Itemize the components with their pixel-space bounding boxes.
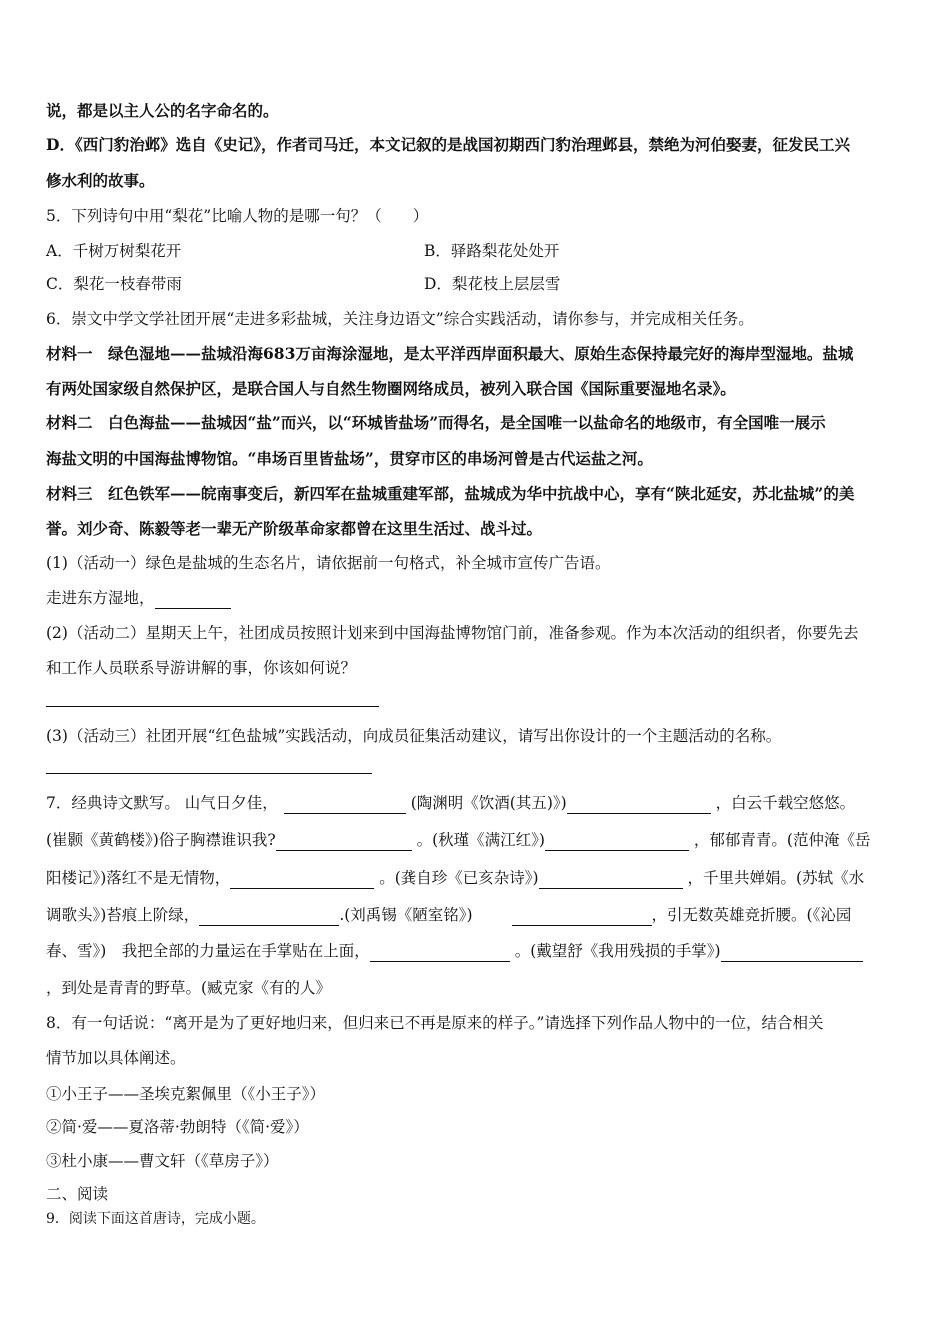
material-1-line1: 材料一 绿色湿地——盐城沿海683万亩海涂湿地，是太平洋西岸面积最大、原始生态保持最完好的海岸型湿地。盐城 bbox=[46, 344, 854, 363]
answer-blank[interactable] bbox=[512, 907, 652, 926]
answer-blank[interactable] bbox=[276, 832, 412, 851]
q7-line1: 7．经典诗文默写。 山气日夕佳， (陶渊明《饮酒(其五)》) ，白云千载空悠悠。 bbox=[46, 794, 856, 812]
option-d-line2: 修水利的故事。 bbox=[46, 171, 155, 190]
q5-option-row-1 bbox=[46, 240, 560, 262]
question-8-line2: 情节加以具体阐述。 bbox=[46, 1049, 186, 1067]
answer-blank[interactable] bbox=[539, 870, 683, 889]
question-5-stem: 5．下列诗句中用“梨花”比喻人物的是哪一句？（ ） bbox=[46, 207, 429, 225]
q7-line3: 阳楼记》)落红不是无情物， 。(龚自珍《已亥杂诗》) ，千里共婵娟。(苏轼《水 bbox=[46, 869, 865, 887]
answer-blank[interactable] bbox=[545, 832, 689, 851]
material-2-line1: 材料二 白色海盐——盐城因“盐”而兴，以“环城皆盐场”而得名，是全国唯一以盐命名的地级市，有全国唯一展示 bbox=[46, 413, 826, 432]
answer-blank[interactable] bbox=[284, 795, 406, 814]
q8-option-3: ③杜小康——曹文轩（《草房子》） bbox=[46, 1152, 279, 1170]
q6-sub-2-line2: 和工作人员联系导游讲解的事，你该如何说？ bbox=[46, 659, 357, 677]
q6-sub-2-line1: (2)（活动二）星期天上午，社团成员按照计划来到中国海盐博物馆门前，准备参观。作为本次活动的组织者，你要先去 bbox=[46, 624, 859, 642]
q5-option-c: C．梨花一枝春带雨 bbox=[46, 275, 182, 293]
section-heading: 二、阅读 bbox=[46, 1185, 109, 1203]
q5-option-b: B．驿路梨花处处开 bbox=[424, 242, 560, 260]
q7-line4: 调歌头》)苔痕上阶绿， .(刘禹锡《陋室铭》) ，引无数英雄竞折腰。(《沁园 bbox=[46, 906, 852, 924]
answer-blank[interactable] bbox=[155, 590, 231, 609]
answer-blank[interactable] bbox=[370, 943, 510, 962]
q5-option-row-2 bbox=[46, 273, 561, 295]
material-1-line2: 有两处国家级自然保护区，是联合国人与自然生物圈网络成员，被列入联合国《国际重要湿地名录》。 bbox=[46, 379, 736, 398]
q7-line5: 春、雪》) 我把全部的力量运在手掌贴在上面， 。(戴望舒《我用残损的手掌》) bbox=[46, 940, 863, 962]
material-3-line1: 材料三 红色铁军——皖南事变后，新四军在盐城重建军部，盐城成为华中抗战中心，享有“陕北延安，苏北盐城”的美 bbox=[46, 484, 855, 503]
answer-blank[interactable] bbox=[721, 943, 863, 962]
material-3-line2: 誉。刘少奇、陈毅等老一辈无产阶级革命家都曾在这里生活过、战斗过。 bbox=[46, 519, 543, 538]
answer-rule[interactable] bbox=[46, 773, 372, 774]
q6-sub-3: (3)（活动三）社团开展“红色盐城”实践活动，向成员征集活动建议，请写出你设计的一个主题活动的名称。 bbox=[46, 727, 782, 745]
option-d-line1: D．《西门豹治邺》选自《史记》，作者司马迁，本文记叙的是战国初期西门豹治理邺县，禁绝为河伯娶妻，征发民工兴 bbox=[46, 135, 850, 154]
text-line: 说，都是以主人公的名字命名的。 bbox=[46, 101, 279, 120]
q8-option-1: ①小王子——圣埃克絮佩里（《小王子》） bbox=[46, 1085, 326, 1103]
q5-option-a: A．千树万树梨花开 bbox=[46, 242, 182, 260]
question-9: 9．阅读下面这首唐诗，完成小题。 bbox=[46, 1211, 265, 1227]
q8-option-2: ②简·爱——夏洛蒂·勃朗特（《简·爱》） bbox=[46, 1118, 309, 1136]
q7-line6: ，到处是青青的野草。(臧克家《有的人》 bbox=[46, 979, 332, 997]
q6-sub-1: (1)（活动一）绿色是盐城的生态名片，请依据前一句格式，补全城市宣传广告语。 bbox=[46, 554, 611, 572]
q6-sub-1-answer-line: 走进东方湿地， bbox=[46, 587, 231, 609]
answer-blank[interactable] bbox=[199, 907, 339, 926]
answer-blank[interactable] bbox=[230, 870, 374, 889]
question-6-stem: 6．崇文中学文学社团开展“走进多彩盐城，关注身边语文”综合实践活动，请你参与，并完成相关任务。 bbox=[46, 310, 754, 328]
answer-blank[interactable] bbox=[567, 795, 711, 814]
answer-rule[interactable] bbox=[46, 706, 379, 707]
question-8-line1: 8．有一句话说：“离开是为了更好地归来，但归来已不再是原来的样子。”请选择下列作品人物中的一位，结合相关 bbox=[46, 1014, 824, 1032]
material-2-line2: 海盐文明的中国海盐博物馆。“串场百里皆盐场”，贯穿市区的串场河曾是古代运盐之河。 bbox=[46, 449, 653, 468]
q7-line2: (崔颢《黄鹤楼》)俗子胸襟谁识我? 。(秋瑾《满江红》) ，郁郁青青。(范仲淹《岳 bbox=[46, 831, 871, 849]
q5-option-d: D．梨花枝上层层雪 bbox=[424, 275, 561, 293]
